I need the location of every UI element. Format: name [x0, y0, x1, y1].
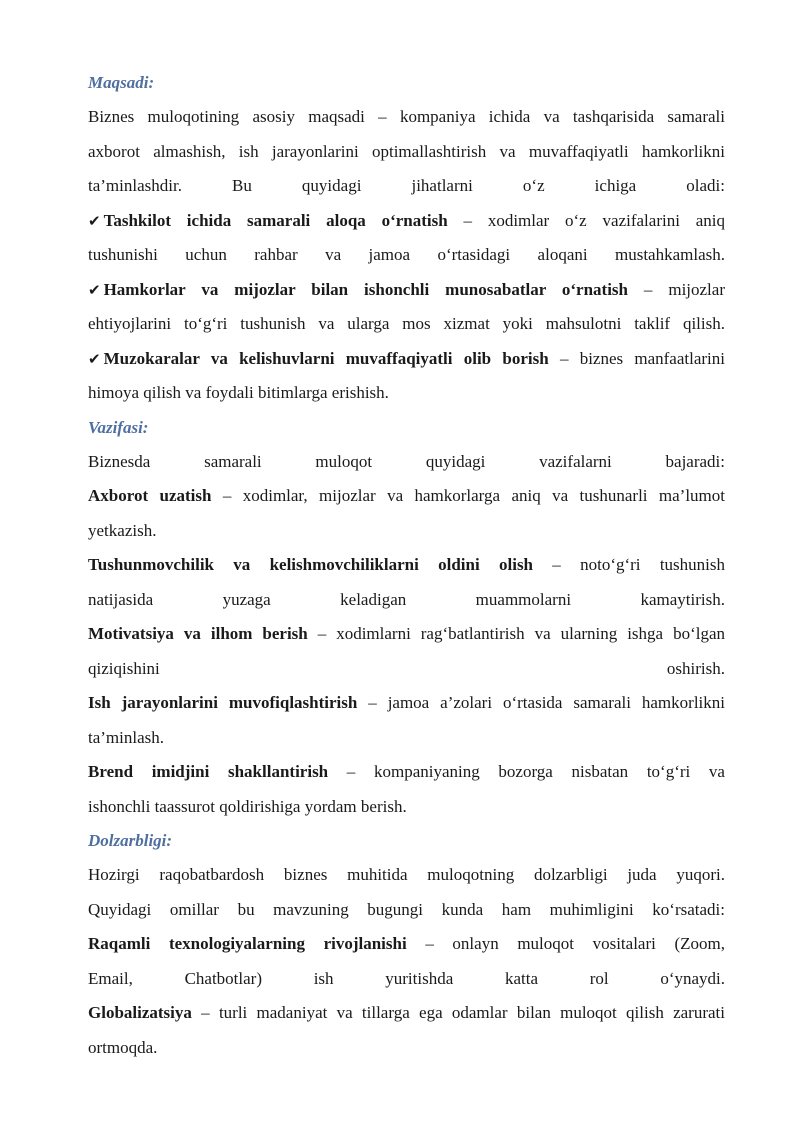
paragraph-line: Biznesda samarali muloqot quyidagi vazifalarni bajaradi: [88, 451, 725, 471]
list-item-continuation: ehtiyojlarini to‘g‘ri tushunish va ularga mos xizmat yoki mahsulotni taklif qilish. [88, 314, 725, 333]
document-page [88, 66, 725, 1065]
list-item [88, 755, 725, 790]
paragraph-line: Biznes muloqotining asosiy maqsadi – kompaniya ichida va tashqarisida samarali [88, 107, 725, 126]
list-item-text: – biznes manfaatlarini [548, 348, 725, 368]
paragraph-line: Quyidagi omillar bu mavzuning bugungi kunda ham muhimligini ko‘rsatadi: [88, 899, 725, 919]
list-item-text: – turli madaniyat va tillarga ega odamlar bilan muloqot qilish zarurati [191, 1003, 725, 1022]
list-item-text: – kompaniyaning bozorga nisbatan to‘g‘ri va [328, 762, 725, 781]
list-item-title: Raqamli texnologiyalarning rivojlanishi [88, 934, 407, 953]
list-item [88, 617, 725, 652]
paragraph-line: axborot almashish, ish jarayonlarini optimallashtirish va muvaffaqiyatli hamkorlikni [88, 141, 725, 161]
list-item-title: Tashkilot ichida samarali aloqa o‘rnatish [103, 210, 448, 230]
list-item [88, 273, 725, 308]
list-item-title: Globalizatsiya [88, 1003, 192, 1022]
list-item [88, 548, 725, 583]
list-item-title: Motivatsiya va ilhom berish [88, 624, 308, 643]
section-heading-maqsadi: Maqsadi: [88, 73, 155, 92]
list-item-text: – noto‘g‘ri tushunish [533, 555, 726, 574]
list-item-continuation: ishonchli taassurot qoldirishiga yordam berish. [88, 796, 407, 816]
list-item-continuation: yetkazish. [88, 520, 157, 540]
list-item-title: Ish jarayonlarini muvofiqlashtirish [88, 693, 358, 712]
list-item-text: – xodimlarni rag‘batlantirish va ularning ishga bo‘lgan [307, 624, 725, 643]
paragraph-line: ta’minlashdir. Bu quyidagi jihatlarni o‘z ichiga oladi: [88, 176, 725, 195]
list-item-continuation: ortmoqda. [88, 1037, 158, 1057]
list-item [88, 686, 725, 721]
check-mark-icon: ✔ [88, 211, 101, 230]
list-item-continuation: tushunishi uchun rahbar va jamoa o‘rtasidagi aloqani mustahkamlash. [88, 245, 725, 264]
list-item [88, 996, 725, 1031]
list-item-title: Muzokaralar va kelishuvlarni muvaffaqiyatli olib borish [103, 348, 549, 368]
check-mark-icon: ✔ [88, 349, 101, 368]
list-item [88, 342, 725, 377]
list-item-continuation: qiziqishini oshirish. [88, 658, 725, 678]
list-item-title: Brend imidjini shakllantirish [88, 762, 329, 781]
section-heading-dolzarbligi: Dolzarbligi: [88, 831, 173, 850]
list-item-text: – jamoa a’zolari o‘rtasida samarali hamkorlikni [357, 693, 725, 712]
check-mark-icon: ✔ [88, 280, 101, 299]
list-item-text: – xodimlar, mijozlar va hamkorlarga aniq va tushunarli ma’lumot [211, 486, 725, 505]
list-item-text: – xodimlar o‘z vazifalarini aniq [447, 210, 726, 230]
list-item-title: Hamkorlar va mijozlar bilan ishonchli munosabatlar o‘rnatish [103, 279, 628, 299]
list-item [88, 927, 725, 962]
list-item-continuation: ta’minlash. [88, 727, 165, 747]
list-item [88, 204, 725, 239]
list-item-title: Tushunmovchilik va kelishmovchiliklarni oldini olish [88, 555, 534, 574]
list-item-continuation: Email, Chatbotlar) ish yuritishda katta rol o‘ynaydi. [88, 968, 725, 988]
paragraph-line: Hozirgi raqobatbardosh biznes muhitida muloqotning dolzarbligi juda yuqori. [88, 865, 725, 884]
list-item [88, 479, 725, 514]
list-item-text: – onlayn muloqot vositalari (Zoom, [406, 934, 725, 953]
list-item-continuation: natijasida yuzaga keladigan muammolarni kamaytirish. [88, 589, 725, 609]
list-item-continuation: himoya qilish va foydali bitimlarga erishish. [88, 383, 389, 402]
list-item-title: Axborot uzatish [88, 486, 212, 505]
section-heading-vazifasi: Vazifasi: [88, 417, 149, 437]
list-item-text: – mijozlar [627, 279, 725, 299]
